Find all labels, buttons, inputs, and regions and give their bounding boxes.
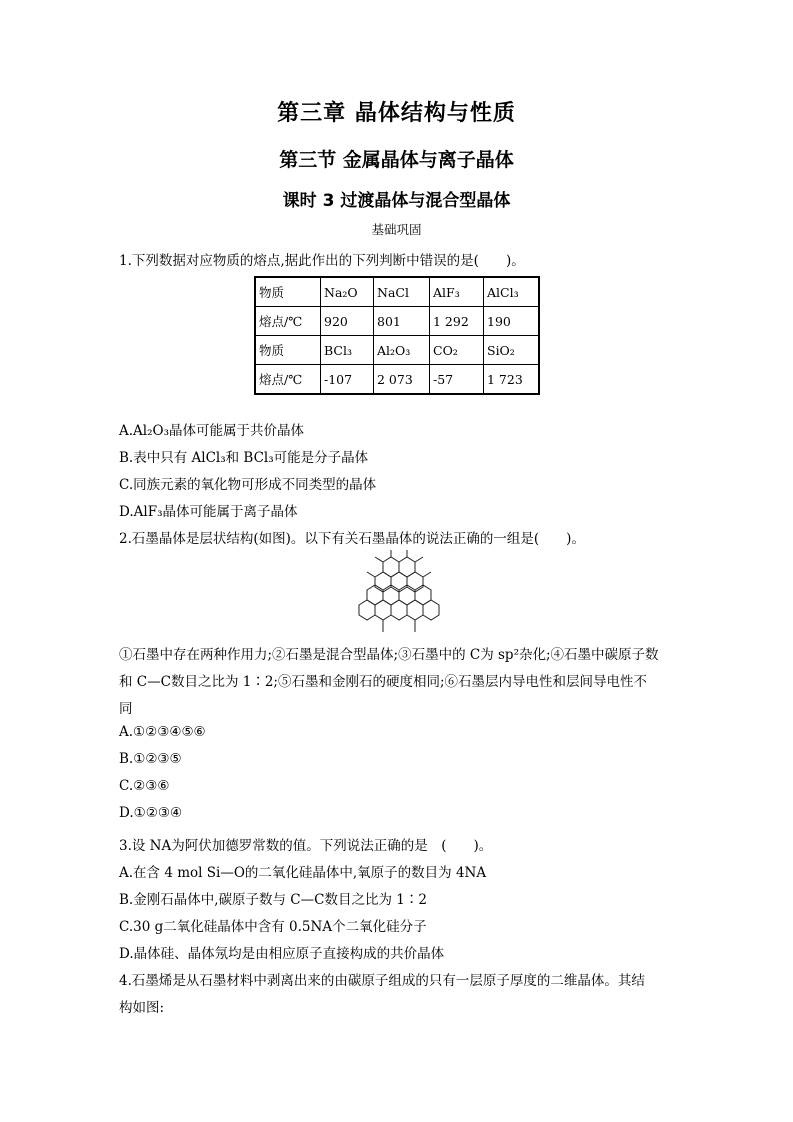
table-cell: 1 723 (484, 365, 540, 395)
question-4-stem-line-1: 4.石墨烯是从石墨材料中剥离出来的由碳原子组成的只有一层原子厚度的二维晶体。其结 (119, 973, 645, 989)
table-cell: AlCl₃ (484, 277, 540, 307)
question-4-stem-line-2: 构如图: (119, 1000, 165, 1016)
question-1-option-b: B.表中只有 AlCl₃和 BCl₃可能是分子晶体 (119, 450, 369, 466)
lesson-title: 课时 3 过渡晶体与混合型晶体 (282, 191, 511, 211)
question-3-option-a: A.在含 4 mol Si—O的二氧化硅晶体中,氧原子的数目为 4NA (119, 865, 487, 881)
question-3-option-d: D.晶体硅、晶体氖均是由相应原子直接构成的共价晶体 (119, 946, 445, 962)
table-cell: 1 292 (430, 307, 484, 336)
question-2-option-b: B.①②③⑤ (119, 751, 182, 767)
table-cell: AlF₃ (430, 277, 484, 307)
table-row (255, 307, 539, 336)
table-cell: 2 073 (374, 365, 430, 395)
table-cell: 熔点/℃ (255, 307, 321, 336)
question-3-option-c: C.30 g二氧化硅晶体中含有 0.5NA个二氧化硅分子 (119, 919, 427, 935)
section-title: 第三节 金属晶体与离子晶体 (279, 149, 514, 171)
melting-point-table (254, 276, 540, 395)
question-2-option-c: C.②③⑥ (119, 778, 170, 794)
table-cell: 190 (484, 307, 540, 336)
question-1-option-c: C.同族元素的氧化物可形成不同类型的晶体 (119, 477, 377, 493)
table-cell: SiO₂ (484, 336, 540, 365)
table-row (255, 277, 539, 307)
question-2-statements-line-3: 同 (119, 701, 133, 717)
question-2-stem: 2.石墨晶体是层状结构(如图)。以下有关石墨晶体的说法正确的一组是( )。 (119, 531, 585, 547)
table-cell: CO₂ (430, 336, 484, 365)
table-row (255, 336, 539, 365)
chapter-title: 第三章 晶体结构与性质 (277, 101, 516, 126)
table-cell: 物质 (255, 277, 321, 307)
table-cell: Al₂O₃ (374, 336, 430, 365)
table-cell: NaCl (374, 277, 430, 307)
table-cell: 801 (374, 307, 430, 336)
question-1-option-d: D.AlF₃晶体可能属于离子晶体 (119, 504, 298, 520)
question-1-option-a: A.Al₂O₃晶体可能属于共价晶体 (119, 423, 304, 439)
table-cell: 熔点/℃ (255, 365, 321, 395)
question-3-option-b: B.金刚石晶体中,碳原子数与 C—C数目之比为 1∶2 (119, 892, 427, 908)
table-cell: 920 (321, 307, 374, 336)
table-cell: -107 (321, 365, 374, 395)
question-2-option-d: D.①②③④ (119, 805, 183, 821)
question-2-statements-line-1: ①石墨中存在两种作用力;②石墨是混合型晶体;③石墨中的 C为 sp²杂化;④石墨中碳原子数 (119, 647, 659, 663)
table-cell: BCl₃ (321, 336, 374, 365)
graphite-structure-diagram (350, 548, 450, 638)
table-row (255, 365, 539, 395)
table-cell: 物质 (255, 336, 321, 365)
table-cell: -57 (430, 365, 484, 395)
table-cell: Na₂O (321, 277, 374, 307)
subheading: 基础巩固 (371, 222, 422, 237)
question-2-option-a: A.①②③④⑤⑥ (119, 724, 206, 740)
question-3-stem: 3.设 NA为阿伏加德罗常数的值。下列说法正确的是 ( )。 (119, 838, 493, 854)
question-2-statements-line-2: 和 C—C数目之比为 1∶2;⑤石墨和金刚石的硬度相同;⑥石墨层内导电性和层间导电性不 (119, 674, 648, 690)
question-1-stem: 1.下列数据对应物质的熔点,据此作出的下列判断中错误的是( )。 (119, 253, 525, 269)
